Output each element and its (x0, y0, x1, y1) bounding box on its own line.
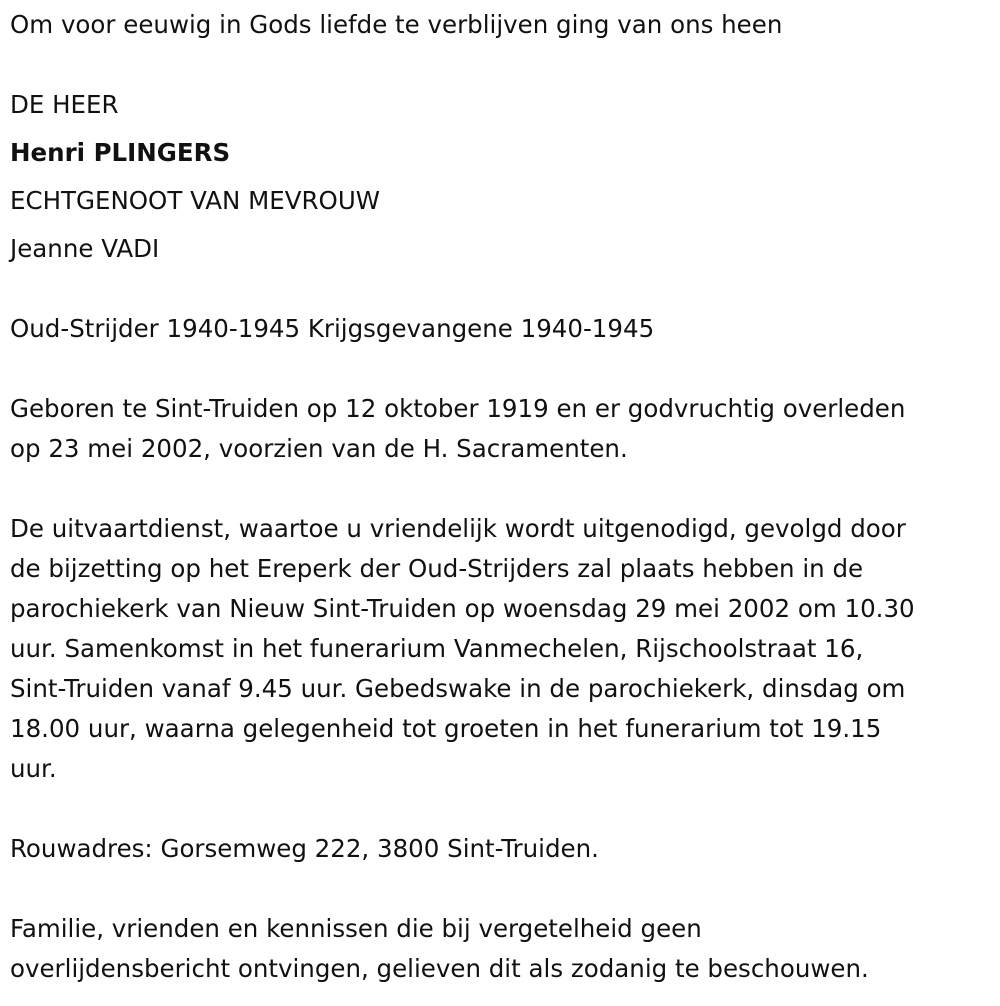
funeral-line: parochiekerk van Nieuw Sint-Truiden op woensdag 29 mei 2002 om 10.30 (10, 594, 915, 623)
funeral-line: Sint-Truiden vanaf 9.45 uur. Gebedswake in de parochiekerk, dinsdag om (10, 674, 906, 703)
funeral-line: 18.00 uur, waarna gelegenheid tot groeten in het funerarium tot 19.15 (10, 714, 882, 743)
birth-death-line: op 23 mei 2002, voorzien van de H. Sacramenten. (10, 434, 628, 463)
spouse-name: Jeanne VADI (10, 234, 160, 263)
funeral-line: de bijzetting op het Ereperk der Oud-Strijders zal plaats hebben in de (10, 554, 864, 583)
mourning-address: Rouwadres: Gorsemweg 222, 3800 Sint-Truiden. (10, 834, 599, 863)
funeral-line: uur. Samenkomst in het funerarium Vanmechelen, Rijschoolstraat 16, (10, 634, 864, 663)
deceased-name: Henri PLINGERS (10, 138, 231, 167)
veteran-line: Oud-Strijder 1940-1945 Krijgsgevangene 1940-1945 (10, 314, 655, 343)
funeral-line: De uitvaartdienst, waartoe u vriendelijk wordt uitgenodigd, gevolgd door (10, 514, 906, 543)
funeral-line: uur. (10, 754, 57, 783)
intro-line: Om voor eeuwig in Gods liefde te verblijven ging van ons heen (10, 10, 783, 39)
closing-line: overlijdensbericht ontvingen, gelieven dit als zodanig te beschouwen. (10, 954, 869, 983)
spouse-label: ECHTGENOOT VAN MEVROUW (10, 186, 381, 215)
honorific: DE HEER (10, 90, 119, 119)
closing-line: Familie, vrienden en kennissen die bij vergetelheid geen (10, 914, 702, 943)
birth-death-line: Geboren te Sint-Truiden op 12 oktober 1919 en er godvruchtig overleden (10, 394, 906, 423)
